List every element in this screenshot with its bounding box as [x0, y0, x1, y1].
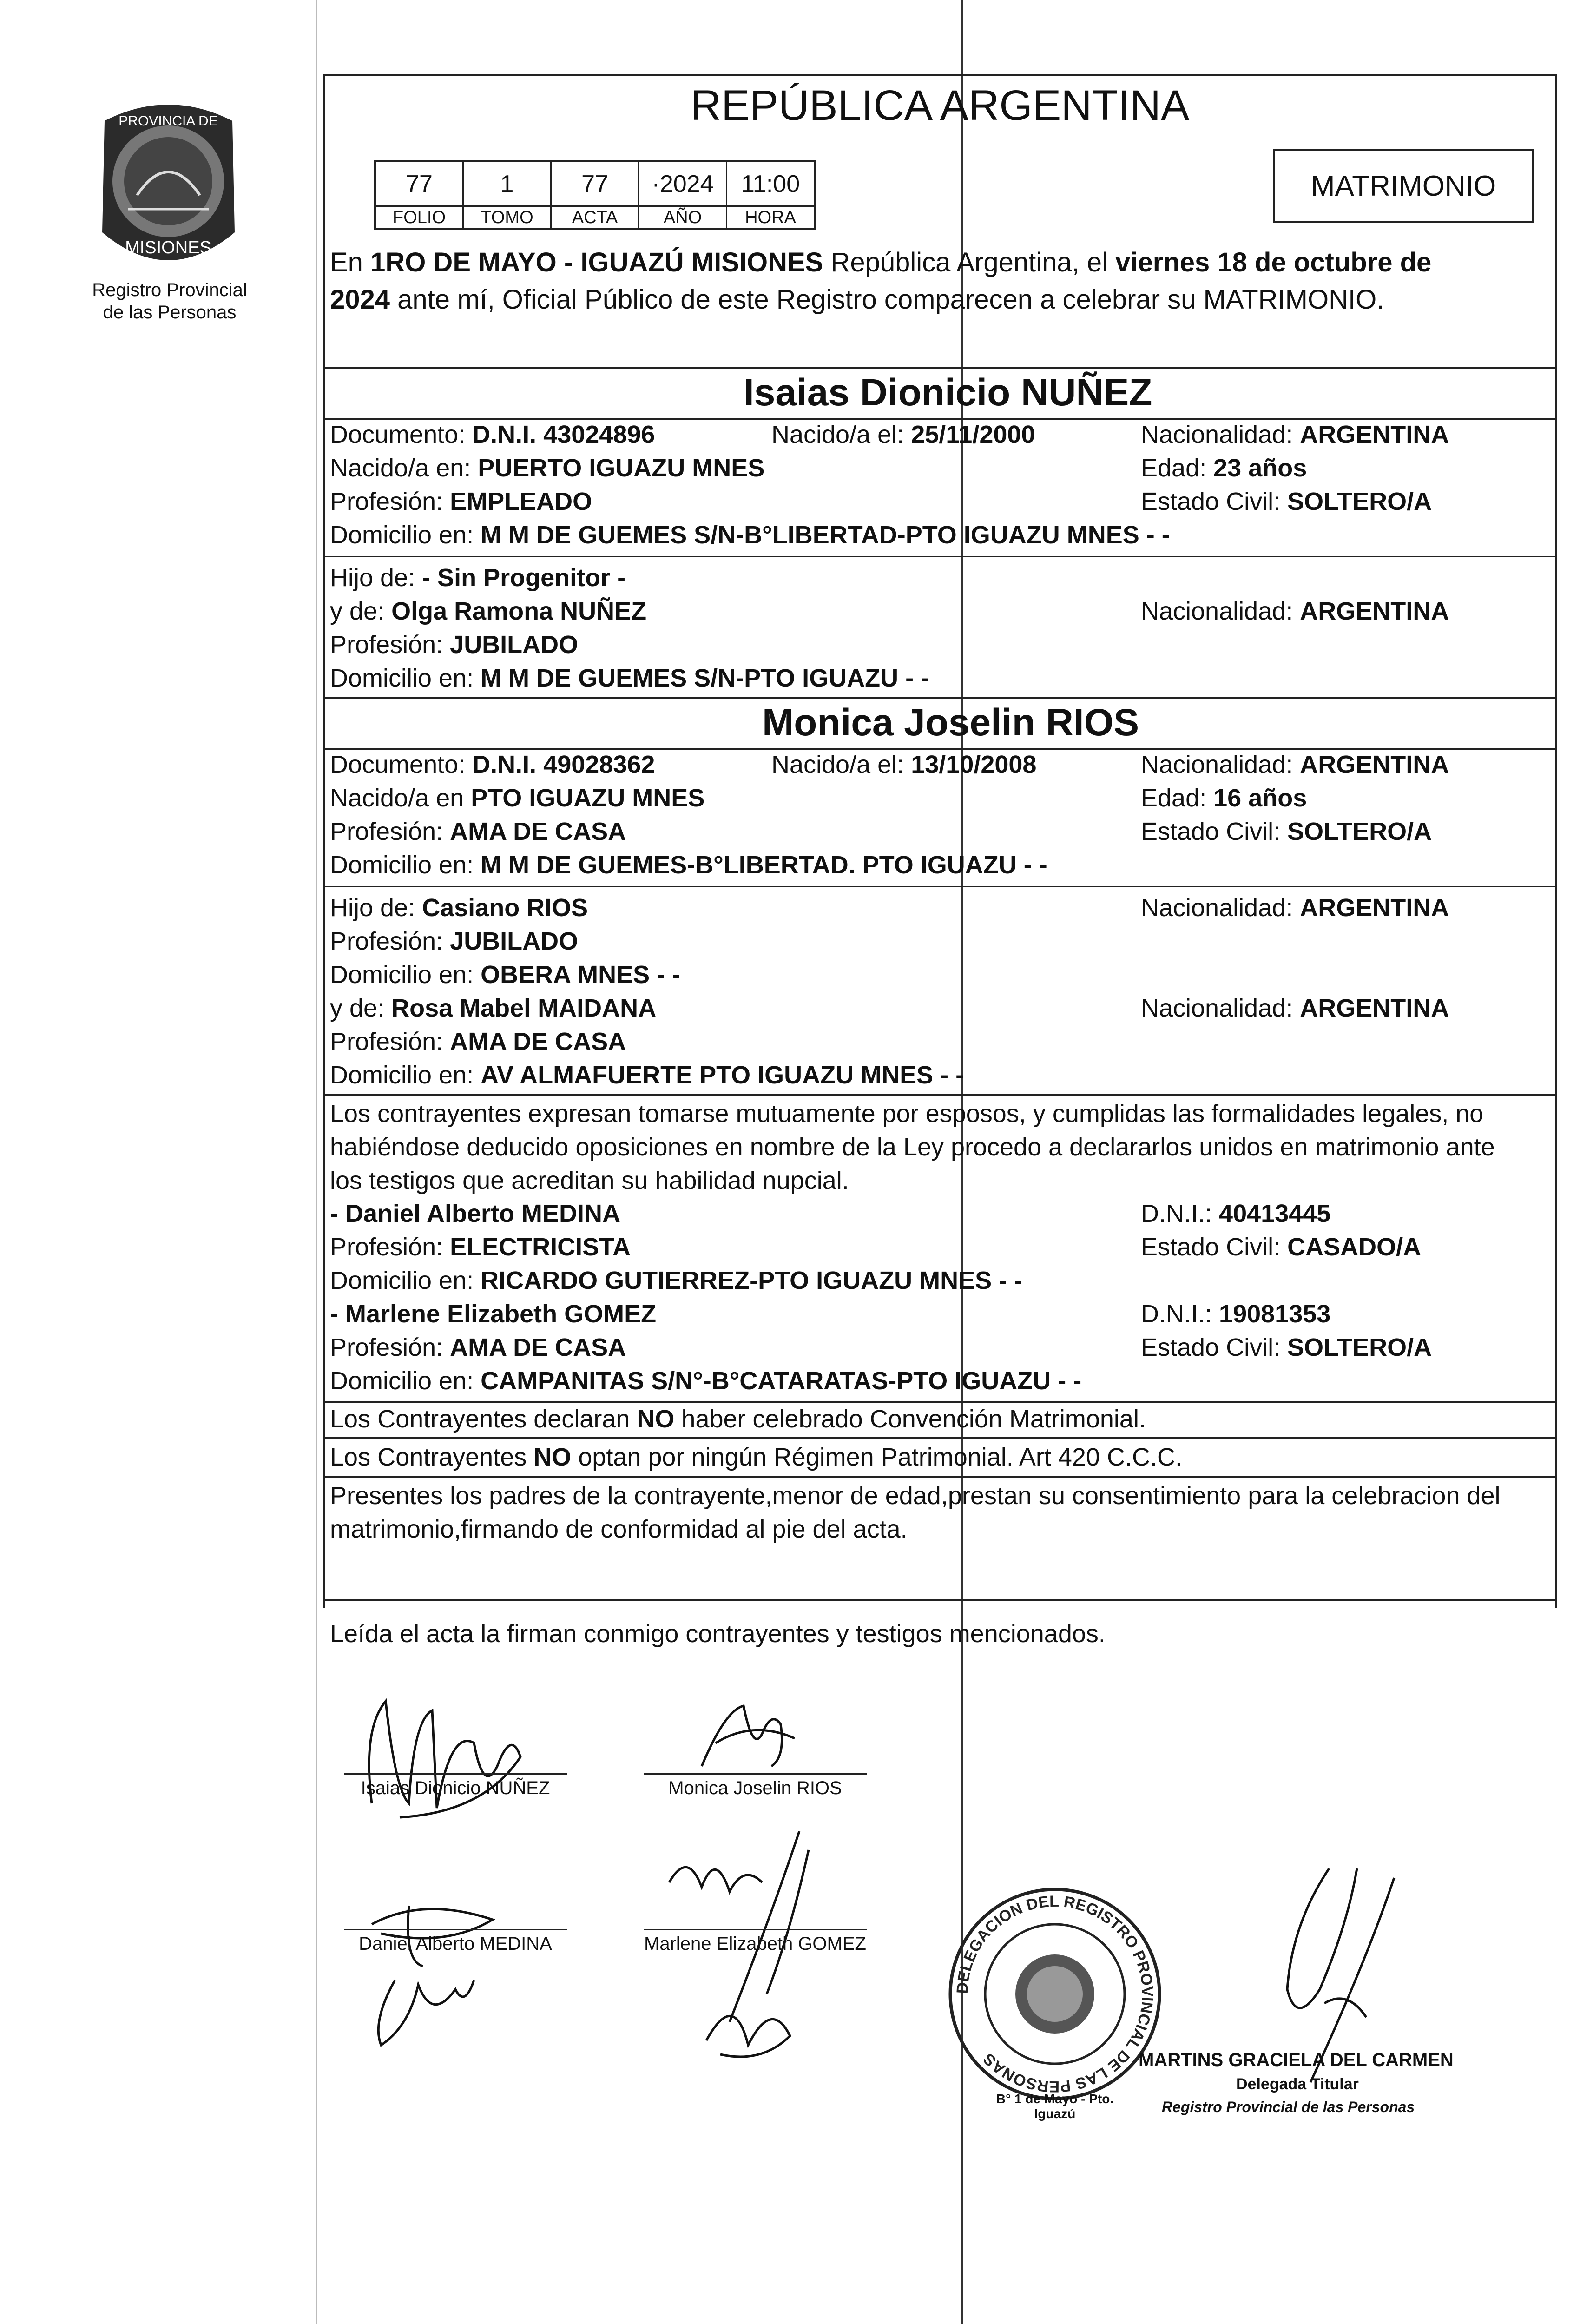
groom-mother-prof: JUBILADO	[450, 631, 579, 659]
seal-text-top: PROVINCIA DE	[118, 113, 218, 129]
bride-row-mother-prof	[330, 1025, 626, 1058]
convention-no: NO	[637, 1405, 675, 1433]
witness2-dni-label: D.N.I.:	[1141, 1300, 1212, 1328]
witness2-row-profession	[330, 1331, 1432, 1364]
bride-age: 16 años	[1213, 784, 1307, 812]
bride-age-label: Edad:	[1141, 784, 1207, 812]
closing-statement: Leída el acta la firman conmigo contrayentes y testigos mencionados.	[330, 1620, 1106, 1648]
witness2-address: CAMPANITAS S/N°-B°CATARATAS-PTO IGUAZU - -	[481, 1367, 1082, 1395]
bride-row-mother	[330, 992, 1449, 1024]
stamp-ring-text: DELEGACION DEL REGISTRO PROVINCIAL DE LAS PERSONAS	[953, 1892, 1157, 2096]
record-table	[374, 160, 816, 230]
intro-place: 1RO DE MAYO - IGUAZÚ MISIONES	[370, 247, 823, 277]
divider-before-declaration	[323, 1094, 1557, 1096]
bride-mother-nat: ARGENTINA	[1300, 994, 1449, 1022]
groom-birthplace-label: Nacido/a en:	[330, 454, 471, 482]
witness1-dni: 40413445	[1219, 1200, 1331, 1228]
groom-civil-label: Estado Civil:	[1141, 488, 1281, 515]
declaration-paragraph	[330, 1097, 1552, 1197]
intro-date-2: 2024	[330, 284, 390, 315]
bride-profession-label: Profesión:	[330, 818, 443, 845]
bride-birthplace: PTO IGUAZU MNES	[471, 784, 705, 812]
bride-profession: AMA DE CASA	[450, 818, 626, 845]
bride-father-label: Hijo de:	[330, 894, 415, 922]
bride-civil-label: Estado Civil:	[1141, 818, 1281, 845]
groom-mother-address-label: Domicilio en:	[330, 664, 474, 692]
groom-father: - Sin Progenitor -	[422, 564, 626, 592]
bride-father-nat-label: Nacionalidad:	[1141, 894, 1293, 922]
witness1-name: - Daniel Alberto MEDINA	[330, 1200, 621, 1228]
groom-father-label: Hijo de:	[330, 564, 415, 592]
groom-row-doc	[330, 418, 1449, 451]
regime-text-2: optan por ningún Régimen Patrimonial. Art 420 C.C.C.	[571, 1443, 1182, 1471]
bride-row-mother-address	[330, 1059, 964, 1091]
witness2-profession-label: Profesión:	[330, 1334, 443, 1361]
witness2-profession: AMA DE CASA	[450, 1334, 626, 1361]
declaration-line-3: los testigos que acreditan su habilidad nupcial.	[330, 1167, 849, 1195]
officer-org: Registro Provincial de las Personas	[1162, 2099, 1415, 2115]
groom-doc: D.N.I. 43024896	[472, 421, 655, 449]
doc-type-box	[1273, 149, 1534, 223]
record-cell-hora	[727, 162, 814, 228]
groom-address: M M DE GUEMES S/N-B°LIBERTAD-PTO IGUAZU MNES - -	[481, 521, 1170, 549]
witness2-signature-label: Marlene Elizabeth GOMEZ	[644, 1934, 866, 1954]
record-cell-acta	[552, 162, 639, 228]
doc-type-label: MATRIMONIO	[1310, 170, 1496, 202]
bride-civil: SOLTERO/A	[1287, 818, 1432, 845]
bride-row-father	[330, 891, 1449, 924]
groom-age: 23 años	[1213, 454, 1307, 482]
convention-text-2: haber celebrado Convención Matrimonial.	[674, 1405, 1146, 1433]
bride-father-address: OBERA MNES - -	[481, 961, 681, 989]
witness1-row-profession	[330, 1231, 1422, 1263]
officer-title: Delegada Titular	[1236, 2075, 1359, 2093]
divider-before-consent	[323, 1476, 1557, 1478]
seal-text-bottom: MISIONES	[125, 238, 211, 257]
divider-before-regime	[323, 1437, 1557, 1439]
bride-row-doc	[330, 748, 1449, 781]
fold-line-left	[316, 0, 317, 2324]
witness2-civil: SOLTERO/A	[1287, 1334, 1432, 1361]
groom-signature-line	[344, 1773, 567, 1775]
witness2-row-name	[330, 1298, 1331, 1330]
witness1-address: RICARDO GUTIERREZ-PTO IGUAZU MNES - -	[481, 1267, 1023, 1294]
bride-row-profession	[330, 815, 1432, 848]
witness1-profession-label: Profesión:	[330, 1233, 443, 1261]
tomo-label: TOMO	[464, 205, 550, 228]
record-cell-folio	[376, 162, 464, 228]
logo-caption-line1: Registro Provincial	[92, 280, 247, 300]
witness1-signature	[353, 1868, 530, 2054]
bride-signature	[688, 1692, 809, 1780]
groom-nationality-label: Nacionalidad:	[1141, 421, 1293, 449]
bride-name: Monica Joselin RIOS	[762, 701, 1139, 744]
bride-father-address-label: Domicilio en:	[330, 961, 474, 989]
groom-civil: SOLTERO/A	[1287, 488, 1432, 515]
groom-signature-label: Isaias Dionicio NUÑEZ	[361, 1778, 550, 1798]
witness1-row-name	[330, 1197, 1331, 1230]
witness2-address-label: Domicilio en:	[330, 1367, 474, 1395]
groom-mother-label: y de:	[330, 597, 385, 625]
groom-mother: Olga Ramona NUÑEZ	[391, 597, 647, 625]
bride-doc-label: Documento:	[330, 751, 466, 779]
groom-mother-address: M M DE GUEMES S/N-PTO IGUAZU - -	[481, 664, 929, 692]
regime-text-1: Los Contrayentes	[330, 1443, 534, 1471]
consent-paragraph	[330, 1479, 1552, 1546]
consent-line-2: matrimonio,firmando de conformidad al pie del acta.	[330, 1515, 908, 1543]
intro-text-1: En	[330, 247, 371, 277]
bride-row-father-address	[330, 958, 680, 991]
declaration-line-1: Los contrayentes expresan tomarse mutuamente por esposos, y cumplidas las formalidades legales, no	[330, 1100, 1484, 1128]
intro-date-1: viernes 18 de octubre de	[1115, 247, 1432, 277]
groom-row-profession	[330, 485, 1432, 518]
ano-label: AÑO	[639, 205, 726, 228]
tomo-value: 1	[500, 170, 514, 198]
hora-value: 11:00	[741, 170, 800, 198]
witness2-name: - Marlene Elizabeth GOMEZ	[330, 1300, 657, 1328]
groom-birthdate-label: Nacido/a el:	[771, 421, 904, 449]
convention-statement	[330, 1403, 1146, 1435]
bride-mother-nat-label: Nacionalidad:	[1141, 994, 1293, 1022]
bride-mother: Rosa Mabel MAIDANA	[391, 994, 657, 1022]
bride-father: Casiano RIOS	[422, 894, 588, 922]
bride-nationality: ARGENTINA	[1300, 751, 1449, 779]
folio-label: FOLIO	[376, 205, 462, 228]
official-stamp	[943, 1882, 1166, 2106]
bride-father-prof: JUBILADO	[450, 927, 579, 955]
declaration-line-2: habiéndose deducido oposiciones en nombre de la Ley procedo a declararlos unidos en matrimonio ante	[330, 1133, 1495, 1161]
divider-before-closing	[323, 1599, 1557, 1601]
logo-caption-line2: de las Personas	[103, 302, 237, 323]
groom-profession-label: Profesión:	[330, 488, 443, 515]
bride-mother-label: y de:	[330, 994, 385, 1022]
logo-caption	[70, 279, 270, 324]
groom-mother-nat-label: Nacionalidad:	[1141, 597, 1293, 625]
acta-value: 77	[581, 170, 608, 198]
record-cell-ano	[639, 162, 727, 228]
regime-no: NO	[533, 1443, 572, 1471]
intro-text-3: ante mí, Oficial Público de este Registro comparecen a celebrar su MATRIMONIO.	[390, 284, 1384, 315]
groom-row-mother-prof	[330, 628, 578, 661]
bride-address: M M DE GUEMES-B°LIBERTAD. PTO IGUAZU - -	[481, 851, 1047, 879]
witness1-civil-label: Estado Civil:	[1141, 1233, 1281, 1261]
witness1-signature-label: Daniel Alberto MEDINA	[359, 1934, 552, 1954]
witness2-row-address	[330, 1365, 1081, 1397]
groom-birthplace: PUERTO IGUAZU MNES	[478, 454, 765, 482]
intro-paragraph	[330, 244, 1552, 318]
bride-birthdate: 13/10/2008	[911, 751, 1037, 779]
bride-nationality-label: Nacionalidad:	[1141, 751, 1293, 779]
bride-father-prof-label: Profesión:	[330, 927, 443, 955]
groom-profession: EMPLEADO	[450, 488, 592, 515]
groom-address-label: Domicilio en:	[330, 521, 474, 549]
groom-row-birthplace	[330, 452, 1307, 484]
record-cell-tomo	[464, 162, 552, 228]
witness1-profession: ELECTRICISTA	[450, 1233, 631, 1261]
bride-father-nat: ARGENTINA	[1300, 894, 1449, 922]
groom-nationality: ARGENTINA	[1300, 421, 1449, 449]
regime-statement	[330, 1441, 1182, 1473]
officer-name: MARTINS GRACIELA DEL CARMEN	[1139, 2050, 1454, 2070]
bride-birthplace-label: Nacido/a en	[330, 784, 464, 812]
groom-signature	[344, 1673, 548, 1827]
bride-doc: D.N.I. 49028362	[472, 751, 655, 779]
bride-signature-line	[644, 1773, 867, 1775]
intro-text-2: República Argentina, el	[823, 247, 1116, 277]
witness1-dni-label: D.N.I.:	[1141, 1200, 1212, 1228]
bride-mother-prof-label: Profesión:	[330, 1028, 443, 1056]
witness1-civil: CASADO/A	[1287, 1233, 1422, 1261]
bride-row-father-prof	[330, 925, 578, 957]
witness1-row-address	[330, 1264, 1022, 1297]
bride-mother-address-label: Domicilio en:	[330, 1061, 474, 1089]
bride-signature-label: Monica Joselin RIOS	[668, 1778, 842, 1798]
bride-row-birthplace	[330, 782, 1307, 814]
witness2-signature-line	[644, 1929, 867, 1930]
bride-address-label: Domicilio en:	[330, 851, 474, 879]
groom-name: Isaias Dionicio NUÑEZ	[744, 371, 1152, 414]
ano-value: ·2024	[652, 170, 714, 198]
hora-label: HORA	[727, 205, 814, 228]
bride-mother-prof: AMA DE CASA	[450, 1028, 626, 1056]
divider-groom-parents	[323, 556, 1557, 557]
bride-row-address	[330, 849, 1047, 881]
divider-bride-parents	[323, 886, 1557, 887]
groom-birthdate: 25/11/2000	[911, 421, 1035, 449]
convention-text-1: Los Contrayentes declaran	[330, 1405, 637, 1433]
bride-mother-address: AV ALMAFUERTE PTO IGUAZU MNES - -	[481, 1061, 964, 1089]
province-seal-logo	[86, 93, 251, 279]
groom-row-address	[330, 519, 1170, 551]
bride-birthdate-label: Nacido/a el:	[771, 751, 904, 779]
stamp-inner-text: B° 1 de Mayo - Pto. Iguazú	[996, 2092, 1114, 2121]
witness2-civil-label: Estado Civil:	[1141, 1334, 1281, 1361]
witness1-signature-line	[344, 1929, 567, 1930]
groom-doc-label: Documento:	[330, 421, 466, 449]
groom-row-father	[330, 561, 625, 594]
groom-age-label: Edad:	[1141, 454, 1207, 482]
groom-mother-nat: ARGENTINA	[1300, 597, 1449, 625]
folio-value: 77	[406, 170, 433, 198]
groom-mother-prof-label: Profesión:	[330, 631, 443, 659]
page-title: REPÚBLICA ARGENTINA	[690, 82, 1190, 129]
groom-row-mother-address	[330, 662, 929, 694]
witness1-address-label: Domicilio en:	[330, 1267, 474, 1294]
acta-label: ACTA	[552, 205, 638, 228]
consent-line-1: Presentes los padres de la contrayente,menor de edad,prestan su consentimiento para la celebracion del	[330, 1482, 1501, 1510]
groom-row-mother	[330, 595, 1449, 627]
witness2-dni: 19081353	[1219, 1300, 1331, 1328]
